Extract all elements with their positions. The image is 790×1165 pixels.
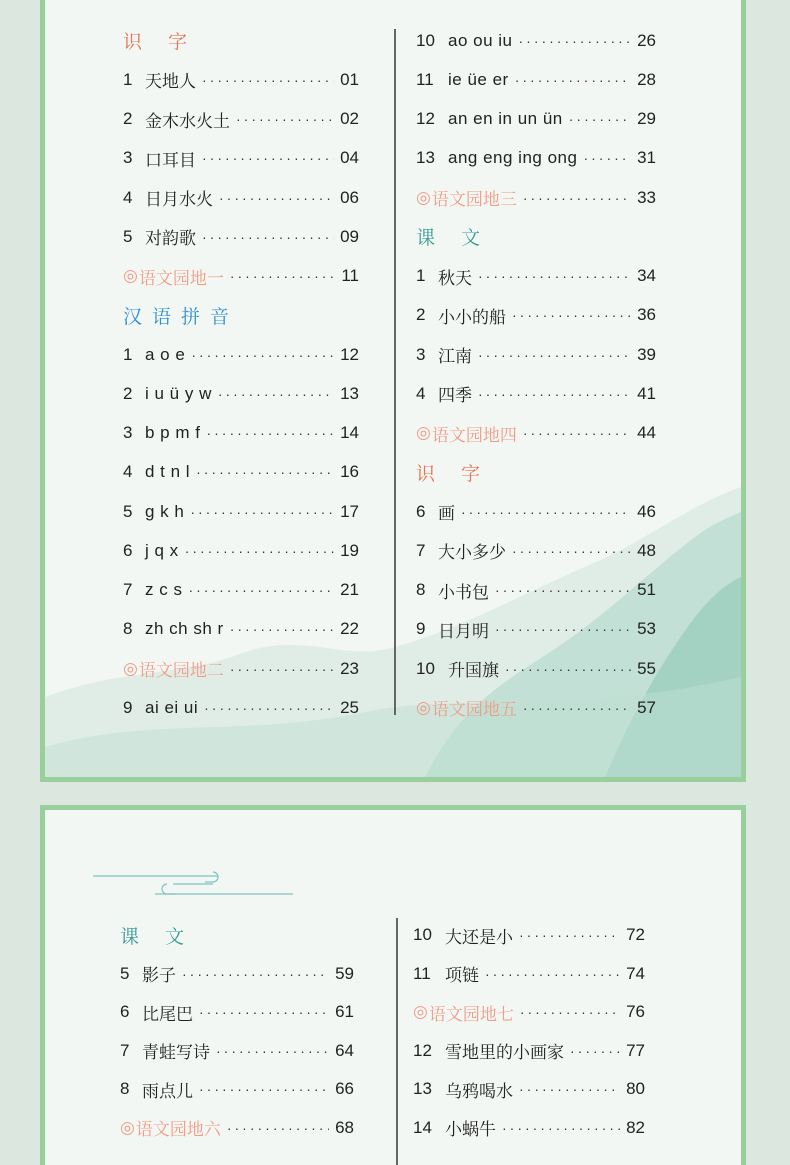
toc-entry[interactable]	[416, 60, 656, 99]
page-number: 64	[335, 1040, 354, 1060]
dot-leader	[478, 347, 631, 363]
toc-entry-garden[interactable]	[416, 414, 656, 453]
entry-number: 4	[123, 462, 133, 482]
entry-title: 天地人	[145, 72, 196, 93]
dot-leader	[495, 621, 631, 637]
entry-title: zh ch sh r	[145, 619, 224, 639]
entry-number: 2	[123, 109, 133, 129]
page-number: 57	[637, 697, 656, 717]
entry-number: 14	[413, 1117, 432, 1137]
dot-leader	[523, 190, 631, 206]
entry-title: 日月水火	[145, 190, 213, 211]
entry-title: an en in un ün	[448, 109, 563, 129]
toc-entry[interactable]	[413, 1070, 645, 1109]
toc-entry-garden[interactable]	[416, 688, 656, 727]
dot-leader	[196, 464, 334, 480]
page-number: 17	[340, 501, 359, 521]
toc-left-column	[123, 21, 359, 728]
toc-entry-garden[interactable]	[416, 178, 656, 217]
entry-title: 雪地里的小画家	[445, 1043, 564, 1064]
dot-leader	[505, 661, 631, 677]
entry-number: 5	[123, 226, 133, 246]
page-number: 25	[340, 697, 359, 717]
page-number: 41	[637, 383, 656, 403]
entry-number: 5	[120, 963, 130, 983]
circle-mark-icon: ◎	[416, 423, 431, 444]
entry-number: 7	[416, 540, 426, 560]
dot-leader	[202, 150, 334, 166]
toc-entry[interactable]	[416, 492, 656, 531]
page-number: 59	[335, 963, 354, 983]
toc-entry[interactable]	[123, 610, 359, 649]
entry-title: 口耳目	[145, 150, 196, 171]
dot-leader	[216, 1043, 329, 1059]
entry-number: 10	[413, 925, 432, 945]
page-number: 53	[637, 619, 656, 639]
circle-mark-icon: ◎	[120, 1117, 135, 1138]
dot-leader	[570, 1043, 620, 1059]
entry-title: 语文园地五	[431, 700, 517, 721]
page-number: 48	[637, 540, 656, 560]
dot-leader	[185, 543, 334, 559]
page-number: 01	[340, 69, 359, 89]
page-number: 44	[637, 423, 656, 443]
section-title: 识 字	[416, 462, 491, 485]
page-number: 02	[340, 109, 359, 129]
dot-leader	[485, 966, 620, 982]
toc-entry[interactable]	[120, 993, 354, 1032]
toc-entry[interactable]	[416, 139, 656, 178]
entry-title: 日月明	[438, 621, 489, 642]
entry-number: 11	[416, 69, 434, 89]
dot-leader	[512, 307, 631, 323]
dot-leader	[519, 1081, 620, 1097]
entry-number: 7	[123, 580, 133, 600]
entry-title: j q x	[145, 540, 179, 560]
entry-title: 青蛙写诗	[142, 1043, 210, 1064]
page-number: 39	[637, 344, 656, 364]
dot-leader	[519, 33, 632, 49]
entry-number: 12	[413, 1040, 432, 1060]
entry-title: 比尾巴	[142, 1004, 193, 1025]
page-number: 22	[340, 619, 359, 639]
toc-entry[interactable]	[416, 374, 656, 413]
column-divider	[396, 918, 398, 1165]
toc-left-column	[120, 916, 354, 1147]
entry-title: 小书包	[438, 582, 489, 603]
toc-entry[interactable]	[123, 100, 359, 139]
page-number: 77	[626, 1040, 645, 1060]
page-number: 04	[340, 148, 359, 168]
dot-leader	[502, 1120, 620, 1136]
page-number: 12	[340, 344, 359, 364]
page-number: 61	[335, 1002, 354, 1022]
toc-entry[interactable]	[413, 1109, 645, 1148]
entry-title: 小小的船	[438, 307, 506, 328]
toc-entry[interactable]	[413, 1032, 645, 1071]
entry-title: d t n l	[145, 462, 191, 482]
entry-number: 3	[416, 344, 426, 364]
toc-entry[interactable]	[123, 374, 359, 413]
dot-leader	[520, 1004, 620, 1020]
page-number: 55	[637, 658, 656, 678]
page-number: 26	[637, 30, 656, 50]
entry-title: 大还是小	[445, 927, 513, 948]
toc-entry[interactable]	[416, 531, 656, 570]
entry-number: 13	[416, 148, 435, 168]
toc-entry-garden[interactable]	[413, 993, 645, 1032]
entry-title: 项链	[445, 966, 479, 987]
toc-entry[interactable]	[123, 217, 359, 256]
circle-mark-icon: ◎	[413, 1002, 428, 1023]
section-heading	[416, 453, 656, 492]
toc-entry[interactable]	[120, 955, 354, 994]
circle-mark-icon: ◎	[416, 187, 431, 208]
entry-number: 7	[120, 1040, 130, 1060]
entry-number: 5	[123, 501, 133, 521]
toc-entry[interactable]	[123, 492, 359, 531]
toc-entry[interactable]	[123, 60, 359, 99]
dot-leader	[515, 72, 631, 88]
toc-right-column	[416, 21, 656, 728]
entry-title: 对韵歌	[145, 229, 196, 250]
cloud-scroll-ornament-icon	[93, 870, 293, 900]
page-number: 21	[340, 580, 359, 600]
entry-number: 2	[416, 305, 426, 325]
section-heading	[123, 296, 359, 335]
toc-entry[interactable]	[123, 414, 359, 453]
dot-leader	[523, 700, 631, 716]
toc-entry[interactable]	[123, 139, 359, 178]
toc-entry[interactable]	[413, 916, 645, 955]
entry-title: 乌鸦喝水	[445, 1081, 513, 1102]
circle-mark-icon: ◎	[123, 658, 138, 679]
dot-leader	[230, 621, 334, 637]
toc-entry[interactable]	[123, 335, 359, 374]
entry-title: 雨点儿	[142, 1081, 193, 1102]
page-number: 51	[637, 580, 656, 600]
entry-number: 10	[416, 658, 435, 678]
entry-title: 画	[438, 504, 455, 525]
toc-entry[interactable]	[120, 1032, 354, 1071]
entry-number: 8	[123, 619, 133, 639]
toc-entry[interactable]	[416, 257, 656, 296]
dot-leader	[523, 425, 631, 441]
section-title: 汉语拼音	[123, 305, 240, 328]
toc-entry[interactable]	[123, 453, 359, 492]
toc-entry[interactable]	[120, 1070, 354, 1109]
page-number: 82	[626, 1117, 645, 1137]
dot-leader	[569, 111, 631, 127]
page-number: 80	[626, 1079, 645, 1099]
dot-leader	[191, 347, 334, 363]
toc-entry-garden[interactable]	[123, 257, 359, 296]
dot-leader	[495, 582, 631, 598]
toc-page-1	[40, 0, 746, 782]
dot-leader	[236, 111, 334, 127]
toc-entry[interactable]	[416, 335, 656, 374]
entry-number: 11	[413, 963, 431, 983]
entry-title: ai ei ui	[145, 697, 199, 717]
page-number: 74	[626, 963, 645, 983]
page-number: 23	[340, 658, 359, 678]
dot-leader	[478, 386, 631, 402]
page-number: 76	[626, 1002, 645, 1022]
entry-title: 大小多少	[438, 543, 506, 564]
page-number: 46	[637, 501, 656, 521]
dot-leader	[204, 700, 334, 716]
page-number: 06	[340, 187, 359, 207]
page-number: 16	[340, 462, 359, 482]
dot-leader	[230, 661, 334, 677]
circle-mark-icon: ◎	[416, 697, 431, 718]
dot-leader	[218, 386, 334, 402]
section-title: 识 字	[123, 31, 198, 54]
dot-leader	[227, 1120, 329, 1136]
page-number: 19	[340, 540, 359, 560]
section-heading	[416, 217, 656, 256]
dot-leader	[478, 268, 631, 284]
page-number: 33	[637, 187, 656, 207]
toc-entry-garden[interactable]	[123, 649, 359, 688]
toc-entry[interactable]	[123, 178, 359, 217]
toc-entry[interactable]	[416, 649, 656, 688]
entry-title: z c s	[145, 580, 183, 600]
dot-leader	[219, 190, 334, 206]
entry-title: 语文园地四	[431, 425, 517, 446]
entry-title: i u ü y w	[145, 383, 212, 403]
entry-title: 语文园地六	[135, 1120, 221, 1141]
entry-number: 3	[123, 148, 133, 168]
page-number: 68	[335, 1117, 354, 1137]
toc-entry[interactable]	[123, 531, 359, 570]
dot-leader	[199, 1004, 329, 1020]
entry-title: 语文园地一	[138, 268, 224, 289]
dot-leader	[512, 543, 631, 559]
dot-leader	[461, 504, 631, 520]
dot-leader	[519, 927, 620, 943]
dot-leader	[199, 1081, 329, 1097]
toc-entry[interactable]	[416, 571, 656, 610]
entry-number: 3	[123, 423, 133, 443]
entry-title: 金木水火土	[145, 111, 230, 132]
entry-number: 1	[123, 69, 133, 89]
entry-number: 9	[123, 697, 133, 717]
entry-number: 6	[120, 1002, 130, 1022]
toc-entry[interactable]	[416, 610, 656, 649]
toc-entry[interactable]	[123, 688, 359, 727]
entry-number: 6	[123, 540, 133, 560]
section-title: 课 文	[416, 227, 491, 250]
entry-number: 10	[416, 30, 435, 50]
toc-entry-garden[interactable]	[120, 1109, 354, 1148]
entry-number: 8	[120, 1079, 130, 1099]
entry-number: 13	[413, 1079, 432, 1099]
toc-right-column	[413, 916, 645, 1147]
entry-title: 语文园地二	[138, 661, 224, 682]
entry-title: 江南	[438, 347, 472, 368]
page-number: 14	[340, 423, 359, 443]
circle-mark-icon: ◎	[123, 266, 138, 287]
page-number: 66	[335, 1079, 354, 1099]
page-number: 29	[637, 109, 656, 129]
entry-number: 1	[123, 344, 133, 364]
page-number: 31	[637, 148, 656, 168]
page-number: 36	[637, 305, 656, 325]
page-number: 28	[637, 69, 656, 89]
toc-entry[interactable]	[416, 296, 656, 335]
entry-number: 9	[416, 619, 426, 639]
entry-title: 小蜗牛	[445, 1120, 496, 1141]
entry-number: 1	[416, 266, 426, 286]
entry-title: 四季	[438, 386, 472, 407]
entry-title: 语文园地三	[431, 190, 517, 211]
toc-entry[interactable]	[416, 100, 656, 139]
entry-title: ang eng ing ong	[448, 148, 578, 168]
entry-number: 4	[416, 383, 426, 403]
dot-leader	[202, 229, 334, 245]
entry-title: 秋天	[438, 268, 472, 289]
dot-leader	[230, 268, 336, 284]
page-number: 72	[626, 925, 645, 945]
entry-title: a o e	[145, 344, 186, 364]
dot-leader	[182, 966, 329, 982]
entry-title: 升国旗	[448, 661, 499, 682]
toc-page-2	[40, 805, 746, 1165]
entry-title: ie üe er	[448, 69, 509, 89]
entry-title: 语文园地七	[428, 1004, 514, 1025]
page-number: 09	[340, 226, 359, 246]
entry-title: b p m f	[145, 423, 201, 443]
entry-number: 2	[123, 383, 133, 403]
column-divider	[394, 29, 396, 715]
entry-title: ao ou iu	[448, 30, 513, 50]
entry-title: g k h	[145, 501, 185, 521]
entry-number: 6	[416, 501, 426, 521]
page-number: 34	[637, 266, 656, 286]
toc-entry[interactable]	[416, 21, 656, 60]
section-heading	[120, 916, 354, 955]
entry-title: 影子	[142, 966, 176, 987]
page-number: 13	[340, 383, 359, 403]
dot-leader	[583, 150, 631, 166]
dot-leader	[202, 72, 334, 88]
entry-number: 8	[416, 580, 426, 600]
section-heading	[123, 21, 359, 60]
dot-leader	[206, 425, 334, 441]
entry-number: 4	[123, 187, 133, 207]
toc-entry[interactable]	[413, 955, 645, 994]
entry-number: 12	[416, 109, 435, 129]
dot-leader	[188, 582, 334, 598]
section-title: 课 文	[120, 925, 195, 948]
toc-entry[interactable]	[123, 571, 359, 610]
page-number: 11	[341, 266, 359, 286]
dot-leader	[190, 504, 334, 520]
